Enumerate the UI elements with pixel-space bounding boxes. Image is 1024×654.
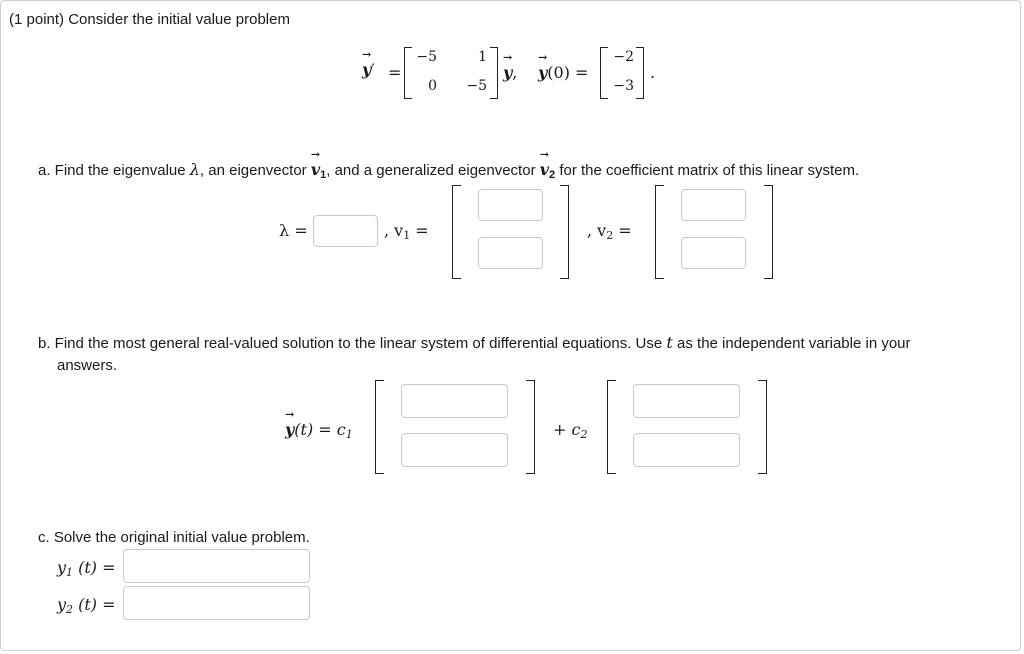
v1-right-bracket <box>560 185 569 279</box>
v1-left-bracket <box>452 185 461 279</box>
ivp-period: . <box>650 63 656 82</box>
part-c-prompt: c. Solve the original initial value problem. <box>38 529 310 546</box>
sol2-right-bracket <box>758 380 767 474</box>
init-vector-r2: −3 <box>613 78 634 94</box>
v1-input-row2[interactable] <box>478 237 543 269</box>
v2-label: , $v_2$ = <box>587 221 632 242</box>
ivp-equals: = <box>388 63 402 82</box>
v2-left-bracket <box>655 185 664 279</box>
lambda-label: λ = <box>279 221 308 240</box>
sol1-input-row2[interactable] <box>401 433 508 467</box>
ivp-matrix-left-bracket <box>404 47 412 99</box>
init-vector-right-bracket <box>636 47 644 99</box>
init-vector-r1: −2 <box>613 49 634 65</box>
matrix-cell-r2c1: 0 <box>428 78 437 94</box>
y1-input[interactable] <box>123 549 310 583</box>
general-solution-label: → $y(t) = c_1$ <box>285 408 353 441</box>
c2-label: + $c_2$ <box>553 420 588 441</box>
part-b-prompt-line1: b. Find the most general real-valued solution to the linear system of differential equations. Use t as the independent variable in your <box>38 333 911 352</box>
v1-input-row1[interactable] <box>478 189 543 221</box>
sol2-input-row2[interactable] <box>633 433 740 467</box>
part-b-prompt-line2: answers. <box>57 357 118 374</box>
sol2-left-bracket <box>607 380 616 474</box>
ivp-matrix-right-bracket <box>490 47 498 99</box>
ivp-lhs: → y′ <box>362 48 375 79</box>
sol1-input-row1[interactable] <box>401 384 508 418</box>
y2-label: $y_2$ (t) = <box>57 595 116 616</box>
sol1-right-bracket <box>526 380 535 474</box>
v2-input-row1[interactable] <box>681 189 746 221</box>
matrix-cell-r1c2: 1 <box>478 49 487 65</box>
y2-input[interactable] <box>123 586 310 620</box>
init-vector-left-bracket <box>600 47 608 99</box>
sol1-left-bracket <box>375 380 384 474</box>
y1-label: $y_1$ (t) = <box>57 558 116 579</box>
sol2-input-row1[interactable] <box>633 384 740 418</box>
matrix-cell-r1c1: −5 <box>416 49 437 65</box>
v2-input-row2[interactable] <box>681 237 746 269</box>
v1-label: , $v_1$ = <box>384 221 429 242</box>
part-a-prompt: a. Find the eigenvalue λ, an eigenvector → $v_1$, and a generalized eigenvector → $v_2$ for the coefficient matrix of this linear system. <box>38 148 860 181</box>
v2-right-bracket <box>764 185 773 279</box>
ivp-initial-condition: → y(0) = <box>538 51 589 82</box>
lambda-input[interactable] <box>313 215 378 247</box>
matrix-cell-r2c2: −5 <box>466 78 487 94</box>
ivp-rhs-vector: → y, <box>503 51 518 82</box>
problem-title: (1 point) Consider the initial value problem <box>9 11 290 28</box>
